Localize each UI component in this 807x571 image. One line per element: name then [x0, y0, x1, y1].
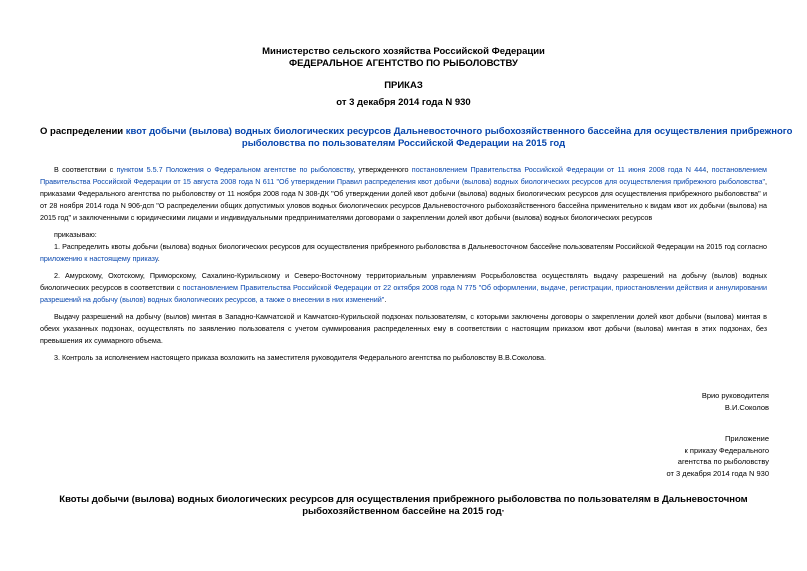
item-2: [40, 270, 767, 306]
item-2-decree-775-link[interactable]: постановлением Правительства Российской Федерации от 22 октября 2008 года N 775 "Об оформлении, выдаче, регистрации, приостановлении действия и аннулировании разрешений на добычу (вылов) водных биологических ресурсов, а также о внесении в них изменений": [40, 283, 767, 304]
preamble-text-2: , утвержденного: [353, 165, 412, 174]
signature-name: В.И.Соколов: [724, 403, 769, 412]
appendix-ref-line-2: агентства по рыболовству: [677, 457, 769, 466]
document-type: ПРИКАЗ: [384, 80, 423, 91]
preamble-link-decree-611[interactable]: постановлением Правительства Российской Федерации от 15 августа 2008 года N 611 "Об утверждении Правил распределения квот добычи (вылова) водных биологических ресурсов для осуществления прибрежного рыболовства": [40, 165, 768, 186]
item-2-text: 2. Амурскому, Охотскому, Приморскому, Сахалино-Курильскому и Северо-Восточному территориальным управлениям Росрыболовства осуществлять выдачу разрешений на добычу (вылов) водных биологических ресурсов в соответствии с: [40, 271, 767, 292]
appendix-title: [40, 494, 767, 518]
preamble-text-4: , приказами Федерального агентства по рыболовству от 11 ноября 2008 года N 308-ДК "Об утверждении долей квот добычи (вылова) водных биологических ресурсов для осуществления прибрежного рыболовства" и от 28 ноября 2014 года N 906-дсп "О распределении общих допустимых уловов водных биологических ресурсов Дальневосточного рыбохозяйственного бассейна применительно к видам квот их добычи (вылова) на 2015 год" и заключенными с юридическими лицами и индивидуальными предпринимателями договорами о закреплении долей квот добычи (вылова) водных биологических ресурсов: [40, 177, 767, 222]
document-date: от 3 декабря 2014 года N 930: [336, 97, 471, 108]
appendix-title-line1: Квоты добычи (вылова) водных биологических ресурсов для осуществления прибрежного рыболовства по пользователям в Дальневосточном: [59, 494, 748, 505]
title-link[interactable]: квот добычи (вылова) водных биологических ресурсов Дальневосточного рыбохозяйственного бассейна для осуществления прибрежного: [125, 126, 793, 137]
appendix-label: Приложение: [725, 434, 769, 443]
agency-name: ФЕДЕРАЛЬНОЕ АГЕНТСТВО ПО РЫБОЛОВСТВУ: [289, 58, 518, 69]
title-prefix: О распределении: [40, 126, 126, 137]
item-1-end: .: [157, 254, 160, 263]
order-title-line2[interactable]: рыболовства по пользователям Российской Федерации на 2015 год: [241, 138, 566, 149]
preamble-text-3: ,: [706, 165, 712, 174]
appendix-title-line2: рыбохозяйственном бассейне на 2015 год·: [302, 506, 505, 517]
ministry-name: Министерство сельского хозяйства Российской Федерации: [262, 46, 545, 57]
order-word: приказываю:: [54, 230, 97, 239]
item-1: [40, 241, 767, 265]
signature-role: Врио руководителя: [701, 391, 769, 400]
item-1-appendix-link[interactable]: приложению к настоящему приказу: [40, 254, 158, 263]
order-title-line1: [40, 126, 793, 138]
pollock-paragraph: Выдачу разрешений на добычу (вылов) минтая в Западно-Камчатской и Камчатско-Курильской подзонах пользователям, с которыми заключены договоры о закреплении долей квот добычи (вылова) минтая в обеих указанных подзонах, осуществлять по заявлению пользователя с учетом суммирования распределенных ему в соответствии с настоящим приказом квот добычи (вылова) минтая в этих подзонах, без превышения их суммарного объема.: [40, 312, 767, 345]
item-3: 3. Контроль за исполнением настоящего приказа возложить на заместителя руководителя Федерального агентства по рыболовству В.В.Соколова.: [54, 353, 547, 362]
appendix-ref-line-1: к приказу Федерального: [684, 445, 769, 455]
preamble-link-regulation[interactable]: пунктом 5.5.7 Положения о Федеральном агентстве по рыболовству: [116, 165, 354, 174]
order-title: [40, 126, 793, 150]
appendix-ref-line-3: от 3 декабря 2014 года N 930: [666, 468, 769, 478]
preamble-paragraph: [40, 164, 767, 224]
preamble-link-decree-444[interactable]: постановлением Правительства Российской Федерации от 11 июня 2008 года N 444: [411, 165, 707, 174]
preamble-text-1: В соответствии с: [54, 165, 117, 174]
item-1-text: 1. Распределить квоты добычи (вылова) водных биологических ресурсов для осуществления прибрежного рыболовства в Дальневосточном бассейне пользователям Российской Федерации на 2015 год согласно: [54, 242, 767, 251]
item-2-end: .: [384, 295, 387, 304]
